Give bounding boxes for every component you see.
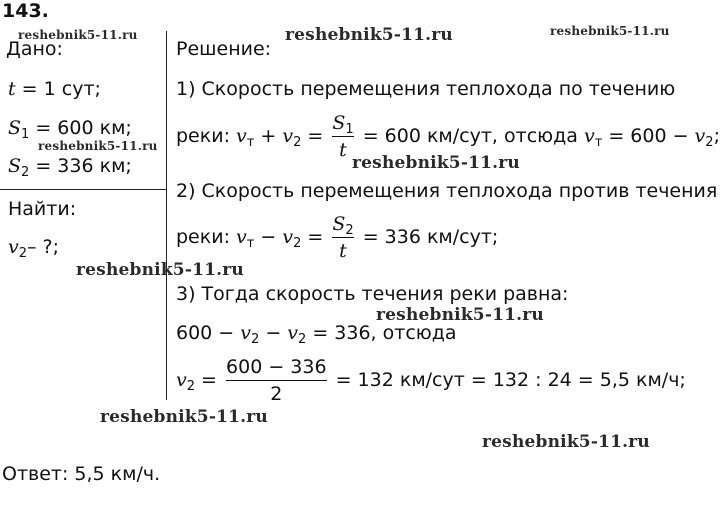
time-value: = 1 сут;: [15, 78, 101, 100]
step3-a: 600 −: [176, 322, 241, 344]
v-sub-2: 2: [293, 236, 302, 251]
op-equals: =: [301, 226, 330, 248]
step3-text: 3) Тогда скорость течения реки равна:: [176, 283, 569, 305]
watermark: reshebnik5-11.ru: [38, 139, 158, 153]
v-sub-t: т: [594, 135, 603, 150]
v-var: v: [176, 369, 187, 391]
s2-sub: 2: [21, 165, 30, 180]
step2-prefix: реки:: [176, 226, 237, 248]
v-var: v: [240, 322, 251, 344]
watermark: reshebnik5-11.ru: [100, 407, 268, 427]
given-header: Дано:: [6, 38, 63, 60]
problem-number: 143.: [2, 0, 49, 22]
answer-line: Ответ: 5,5 км/ч.: [2, 463, 161, 485]
frac-num-sub: 1: [345, 122, 354, 137]
semicolon: ;: [713, 125, 720, 147]
v-var: v: [282, 125, 294, 147]
op-plus: +: [254, 125, 283, 147]
frac-num-var: S: [332, 112, 346, 134]
find-v-var: v: [8, 236, 19, 258]
v-sub-2: 2: [186, 379, 196, 394]
find-header: Найти:: [8, 198, 77, 220]
step3-b: −: [259, 322, 288, 344]
find-target: [8, 236, 60, 261]
s2-value: = 336 км;: [29, 155, 132, 177]
v-var: v: [236, 125, 247, 147]
given-time: [8, 78, 101, 100]
s1-value: = 600 км;: [29, 117, 132, 139]
op-equals: =: [195, 369, 224, 391]
step2-after: = 336 км/сут;: [356, 226, 499, 248]
v-var: v: [236, 226, 247, 248]
step1-end: = 600 −: [602, 125, 695, 147]
v-sub-2: 2: [251, 332, 260, 347]
watermark: reshebnik5-11.ru: [76, 260, 244, 280]
fraction-s2-over-t: [332, 212, 353, 263]
fraction-s1-over-t: [332, 111, 353, 162]
step2-equation: [176, 212, 498, 263]
watermark: reshebnik5-11.ru: [550, 24, 670, 38]
v-sub-t: т: [246, 135, 255, 150]
v-sub-2: 2: [298, 332, 307, 347]
fraction-difference-over-2: [226, 355, 327, 406]
solution-header: Решение:: [176, 38, 272, 60]
step3-c: = 336, отсюда: [306, 322, 457, 344]
op-equals: =: [301, 125, 330, 147]
given-distance-1: [8, 117, 132, 142]
step1-text: 1) Скорость перемещения теплохода по течению: [176, 78, 676, 100]
step1-after: = 600 км/сут, отсюда: [356, 125, 584, 147]
watermark: reshebnik5-11.ru: [352, 153, 520, 173]
frac-num: 600 − 336: [226, 356, 327, 378]
frac-num-sub: 2: [345, 223, 354, 238]
v-var: v: [583, 125, 595, 147]
step1-prefix: реки:: [176, 125, 237, 147]
step2-text: 2) Скорость перемещения теплохода против течения: [176, 180, 718, 202]
frac-den-var: t: [339, 240, 347, 262]
frac-den-var: t: [339, 139, 347, 161]
s1-var: S: [8, 117, 22, 139]
time-var: t: [8, 78, 16, 100]
frac-num-var: S: [332, 213, 346, 235]
step3-result: = 132 км/сут = 132 : 24 = 5,5 км/ч;: [329, 369, 686, 391]
v-sub-2: 2: [705, 135, 714, 150]
watermark: reshebnik5-11.ru: [18, 28, 138, 42]
step3-equation-2: [176, 355, 686, 406]
find-v-sub: 2: [18, 246, 28, 261]
v-var: v: [287, 322, 299, 344]
v-sub-t: т: [246, 236, 255, 251]
op-minus: −: [254, 226, 283, 248]
s2-var: S: [8, 155, 22, 177]
frac-den: 2: [270, 383, 283, 405]
v-var: v: [694, 125, 706, 147]
watermark: reshebnik5-11.ru: [285, 25, 453, 45]
given-divider-horizontal: [0, 189, 166, 190]
v-var: v: [282, 226, 294, 248]
given-divider-vertical: [166, 31, 167, 400]
watermark: reshebnik5-11.ru: [376, 305, 544, 325]
step3-equation-1: [176, 322, 457, 347]
given-distance-2: [8, 155, 132, 180]
watermark: reshebnik5-11.ru: [482, 432, 650, 452]
v-sub-2: 2: [293, 135, 302, 150]
find-v-rest: – ?;: [27, 236, 60, 258]
s1-sub: 1: [21, 127, 30, 142]
